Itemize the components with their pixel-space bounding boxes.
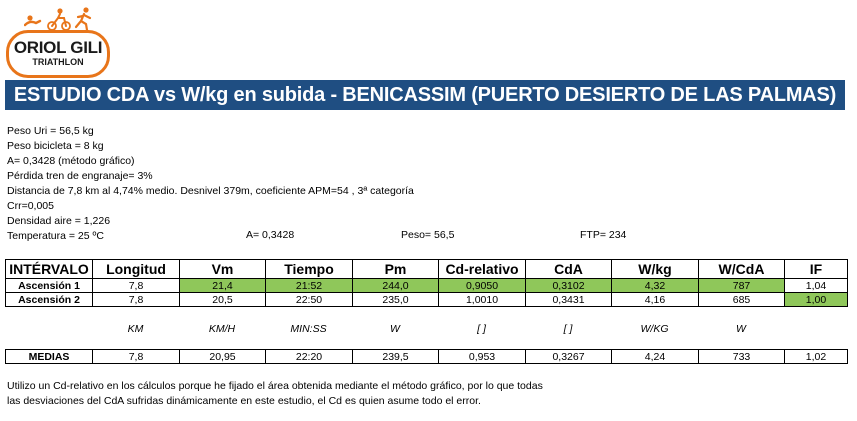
results-table <box>5 259 848 307</box>
table-cell: 22:50 <box>266 293 353 307</box>
note-line: Densidad aire = 1,226 <box>7 215 111 227</box>
table-cell: 0,953 <box>439 350 526 364</box>
table-cell: 239,5 <box>353 350 439 364</box>
table-cell: 4,16 <box>612 293 699 307</box>
column-header: IF <box>785 260 848 279</box>
footer-line: Utilizo un Cd-relativo en los cálculos porque he fijado el área obtenida mediante el método gráfico, por lo que todas <box>7 380 543 392</box>
table-cell: 21,4 <box>180 279 266 293</box>
table-cell: 7,8 <box>93 279 180 293</box>
table-row <box>6 293 848 307</box>
table-cell: 0,3267 <box>526 350 612 364</box>
unit-label: KM <box>127 323 144 335</box>
column-header: INTÉRVALO <box>6 260 93 279</box>
table-row <box>6 279 848 293</box>
table-cell: 1,0010 <box>439 293 526 307</box>
param-area: A= 0,3428 <box>246 229 295 241</box>
table-cell: 0,3431 <box>526 293 612 307</box>
note-line: Pérdida tren de engranaje= 3% <box>7 170 153 182</box>
param-weight: Peso= 56,5 <box>401 229 455 241</box>
brand-logo <box>6 6 112 78</box>
note-line: Crr=0,005 <box>7 200 54 212</box>
unit-label: [ ] <box>477 323 486 335</box>
table-cell: 4,24 <box>612 350 699 364</box>
table-cell: 7,8 <box>93 293 180 307</box>
row-label: MEDIAS <box>6 350 93 364</box>
table-cell: 733 <box>699 350 785 364</box>
table-cell: 20,5 <box>180 293 266 307</box>
unit-label: W <box>736 323 746 335</box>
unit-label: MIN:SS <box>290 323 327 335</box>
table-cell: 20,95 <box>180 350 266 364</box>
unit-label: W <box>390 323 400 335</box>
note-line: Peso Uri = 56,5 kg <box>7 125 94 137</box>
averages-row <box>6 350 848 364</box>
table-cell: 1,04 <box>785 279 848 293</box>
table-cell: 1,02 <box>785 350 848 364</box>
unit-label: [ ] <box>563 323 573 335</box>
logo-badge <box>6 30 110 78</box>
row-label: Ascensión 2 <box>6 293 93 307</box>
column-header: CdA <box>526 260 612 279</box>
note-line: Distancia de 7,8 km al 4,74% medio. Desnivel 379m, coeficiente APM=54 , 3ª categoría <box>7 185 414 197</box>
footer-note <box>7 379 543 409</box>
row-label: Ascensión 1 <box>6 279 93 293</box>
note-line: Peso bicicleta = 8 kg <box>7 140 104 152</box>
study-notes <box>7 124 414 244</box>
logo-name: ORIOL GILI <box>13 38 103 57</box>
unit-label: W/KG <box>640 323 669 335</box>
table-header-row <box>6 260 848 279</box>
table-cell: 4,32 <box>612 279 699 293</box>
column-header: Pm <box>353 260 439 279</box>
table-cell: 22:20 <box>266 350 353 364</box>
page-title: ESTUDIO CDA vs W/kg en subida - BENICASSIM (PUERTO DESIERTO DE LAS PALMAS) <box>5 80 845 110</box>
column-header: Vm <box>180 260 266 279</box>
column-header: W/kg <box>612 260 699 279</box>
unit-label: KM/H <box>208 323 236 335</box>
table-cell: 685 <box>699 293 785 307</box>
table-cell: 21:52 <box>266 279 353 293</box>
column-header: Cd-relativo <box>439 260 526 279</box>
column-header: Longitud <box>93 260 180 279</box>
note-line: A= 0,3428 (método gráfico) <box>7 155 135 167</box>
table-cell: 7,8 <box>93 350 180 364</box>
column-header: Tiempo <box>266 260 353 279</box>
table-cell: 235,0 <box>353 293 439 307</box>
table-cell: 0,9050 <box>439 279 526 293</box>
averages-table <box>5 349 848 364</box>
param-ftp: FTP= 234 <box>580 229 627 241</box>
table-cell: 244,0 <box>353 279 439 293</box>
note-line: Temperatura = 25 ºC <box>7 230 104 242</box>
triathlete-figures-icon <box>24 6 96 32</box>
table-cell: 787 <box>699 279 785 293</box>
column-header: W/CdA <box>699 260 785 279</box>
logo-subtitle: TRIATHLON <box>32 57 84 67</box>
table-cell: 0,3102 <box>526 279 612 293</box>
table-cell: 1,00 <box>785 293 848 307</box>
footer-line: las desviaciones del CdA sufridas dinámicamente en este estudio, el Cd es quien asume todo el error. <box>7 395 481 407</box>
